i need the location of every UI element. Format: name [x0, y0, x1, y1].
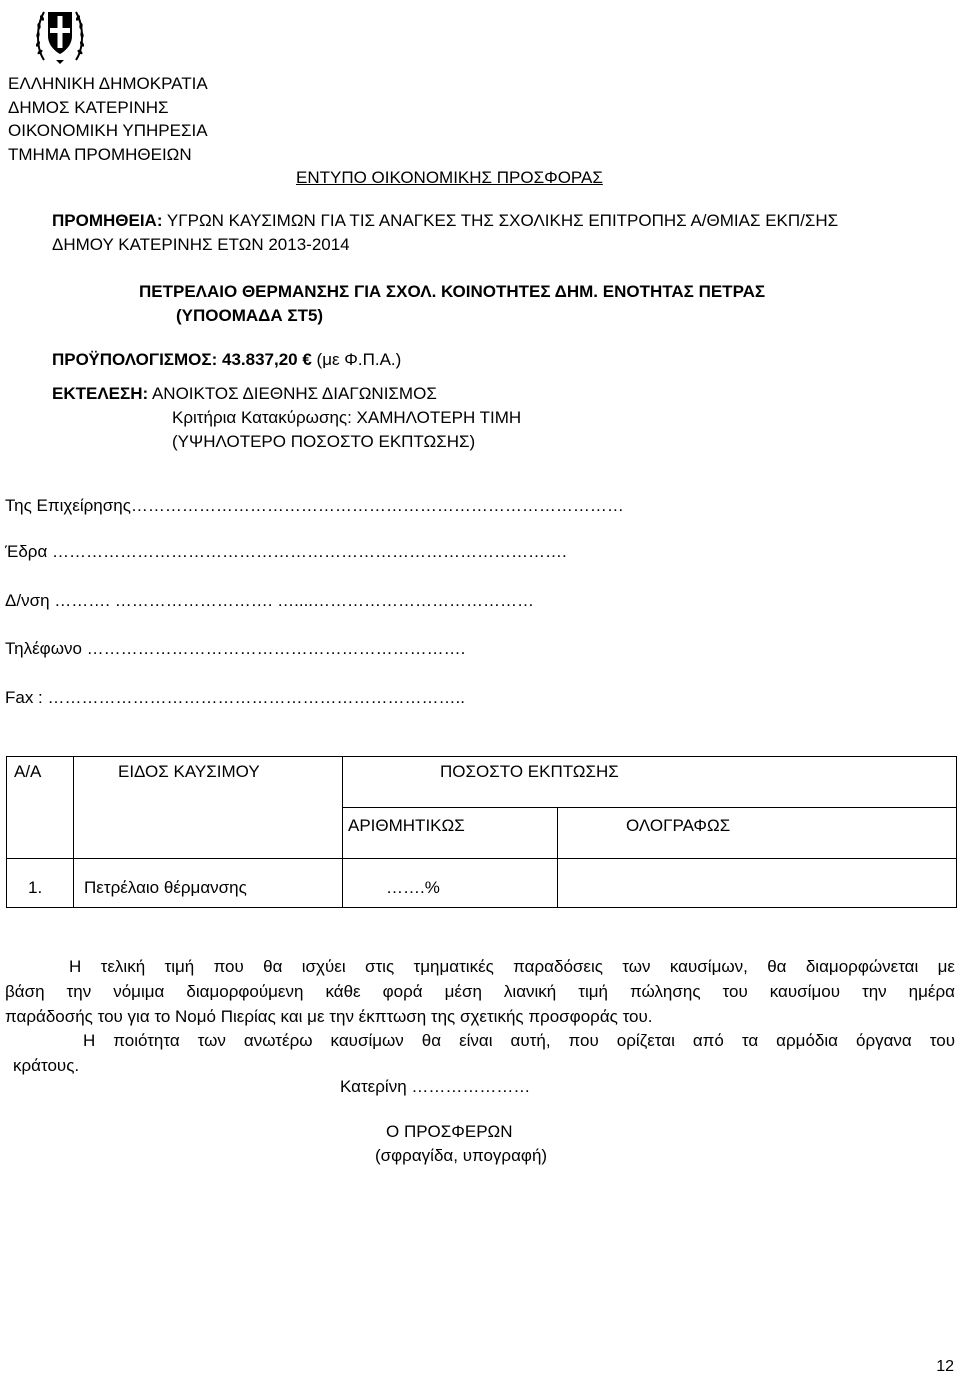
- page-number: 12: [936, 1358, 954, 1375]
- form-title: ΕΝΤΥΠΟ ΟΙΚΟΝΟΜΙΚΗΣ ΠΡΟΣΦΟΡΑΣ: [296, 168, 603, 187]
- org-header: [8, 72, 208, 166]
- seat-field: Έδρα ……………………………………………………………………………….: [5, 542, 567, 561]
- table-col-divider-2: [342, 756, 343, 908]
- price-paragraph-line2: βάση την νόμιμα διαμορφούμενη κάθε φορά μέση λιανική τιμή πώλησης του καυσίμου την ημέρα: [5, 982, 955, 1001]
- table-row-type: Πετρέλαιο θέρμανσης: [84, 878, 247, 897]
- execution-value: ΑΝΟΙΚΤΟΣ ΔΙΕΘΝΗΣ ΔΙΑΓΩΝΙΣΜΟΣ: [151, 384, 437, 403]
- criteria-line1: Κριτήρια Κατακύρωσης: ΧΑΜΗΛΟΤΕΡΗ ΤΙΜΗ: [172, 408, 522, 427]
- quality-paragraph-line1: Η ποιότητα των ανωτέρω καυσίμων θα είναι αυτή, που ορίζεται από τα αρμόδια όργανα του: [83, 1031, 955, 1050]
- price-paragraph: [5, 954, 955, 1029]
- price-paragraph-line3: παράδοσής του για το Νομό Πιερίας και με την έκπτωση της σχετικής προσφοράς του.: [5, 1007, 653, 1026]
- budget-line: [52, 350, 401, 370]
- org-line-department: ΤΜΗΜΑ ΠΡΟΜΗΘΕΙΩΝ: [8, 144, 192, 164]
- procurement-line2: ΔΗΜΟΥ ΚΑΤΕΡΙΝΗΣ ΕΤΩΝ 2013-2014: [52, 235, 350, 254]
- greek-coat-of-arms-icon: [34, 2, 86, 66]
- phone-field: Τηλέφωνο ………………………………………………………….: [5, 639, 466, 658]
- org-line-country: ΕΛΛΗΝΙΚΗ ΔΗΜΟΚΡΑΤΙΑ: [8, 74, 208, 93]
- table-header-divider: [6, 858, 957, 859]
- price-paragraph-line1: Η τελική τιμή που θα ισχύει στις τμηματικές παραδόσεις των καυσίμων, θα διαμορφώνεται με: [69, 957, 955, 976]
- table-border-left: [6, 756, 7, 908]
- budget-note: (με Φ.Π.Α.): [316, 350, 402, 369]
- address-field: Δ/νση ………. ………………………. …....…………………………………: [5, 591, 535, 610]
- signature-role: Ο ΠΡΟΣΦΕΡΩΝ: [386, 1122, 513, 1141]
- table-border-bottom: [6, 907, 957, 908]
- table-header-aa: Α/Α: [14, 762, 42, 781]
- fax-field: Fax : ………………………………………………………………..: [5, 688, 465, 707]
- criteria-line2: (ΥΨΗΛΟΤΕΡΟ ΠΟΣΟΣΤΟ ΕΚΠΤΩΣΗΣ): [172, 432, 476, 451]
- subject-line1: ΠΕΤΡΕΛΑΙΟ ΘΕΡΜΑΝΣΗΣ ΓΙΑ ΣΧΟΛ. ΚΟΙΝΟΤΗΤΕΣ ΔΗΜ. ΕΝΟΤΗΤΑΣ ΠΕΤΡΑΣ: [139, 282, 766, 301]
- table-border-right: [956, 756, 957, 908]
- fuel-discount-table: [6, 756, 958, 908]
- signature-place: Κατερίνη …………………: [340, 1077, 531, 1096]
- quality-paragraph-line2: κράτους.: [13, 1056, 80, 1075]
- quality-paragraph: [5, 1028, 955, 1078]
- signature-note: (σφραγίδα, υπογραφή): [375, 1146, 548, 1165]
- procurement-line1: [52, 211, 838, 231]
- table-col-divider-3: [557, 807, 558, 908]
- table-header-type: ΕΙΔΟΣ ΚΑΥΣΙΜΟΥ: [118, 762, 260, 781]
- table-row-numeric: …….%: [386, 878, 440, 897]
- table-subheader-numeric: ΑΡΙΘΜΗΤΙΚΩΣ: [348, 816, 465, 835]
- table-header-discount: ΠΟΣΟΣΤΟ ΕΚΠΤΩΣΗΣ: [440, 762, 619, 781]
- subject-line2: (ΥΠΟΟΜΑΔΑ ΣΤ5): [176, 306, 324, 325]
- execution-line: [52, 384, 437, 404]
- company-field: Της Επιχείρησης……………………………………………………………………………: [5, 496, 624, 515]
- execution-label: ΕΚΤΕΛΕΣΗ:: [52, 384, 149, 403]
- table-subheader-divider: [342, 807, 957, 808]
- table-col-divider-1: [73, 756, 74, 908]
- table-row-aa: 1.: [28, 878, 43, 897]
- org-line-service: ΟΙΚΟΝΟΜΙΚΗ ΥΠΗΡΕΣΙΑ: [8, 121, 208, 140]
- table-subheader-words: ΟΛΟΓΡΑΦΩΣ: [626, 816, 731, 835]
- budget-label: ΠΡΟΫΠΟΛΟΓΙΣΜΟΣ:: [52, 350, 218, 369]
- procurement-label: ΠΡΟΜΗΘΕΙΑ:: [52, 211, 163, 230]
- org-line-municipality: ΔΗΜΟΣ ΚΑΤΕΡΙΝΗΣ: [8, 97, 169, 117]
- table-border-top: [6, 756, 957, 757]
- budget-amount: 43.837,20 €: [221, 350, 312, 369]
- procurement-text: ΥΓΡΩΝ ΚΑΥΣΙΜΩΝ ΓΙΑ ΤΙΣ ΑΝΑΓΚΕΣ ΤΗΣ ΣΧΟΛΙΚΗΣ ΕΠΙΤΡΟΠΗΣ Α/ΘΜΙΑΣ ΕΚΠ/ΣΗΣ: [166, 211, 839, 230]
